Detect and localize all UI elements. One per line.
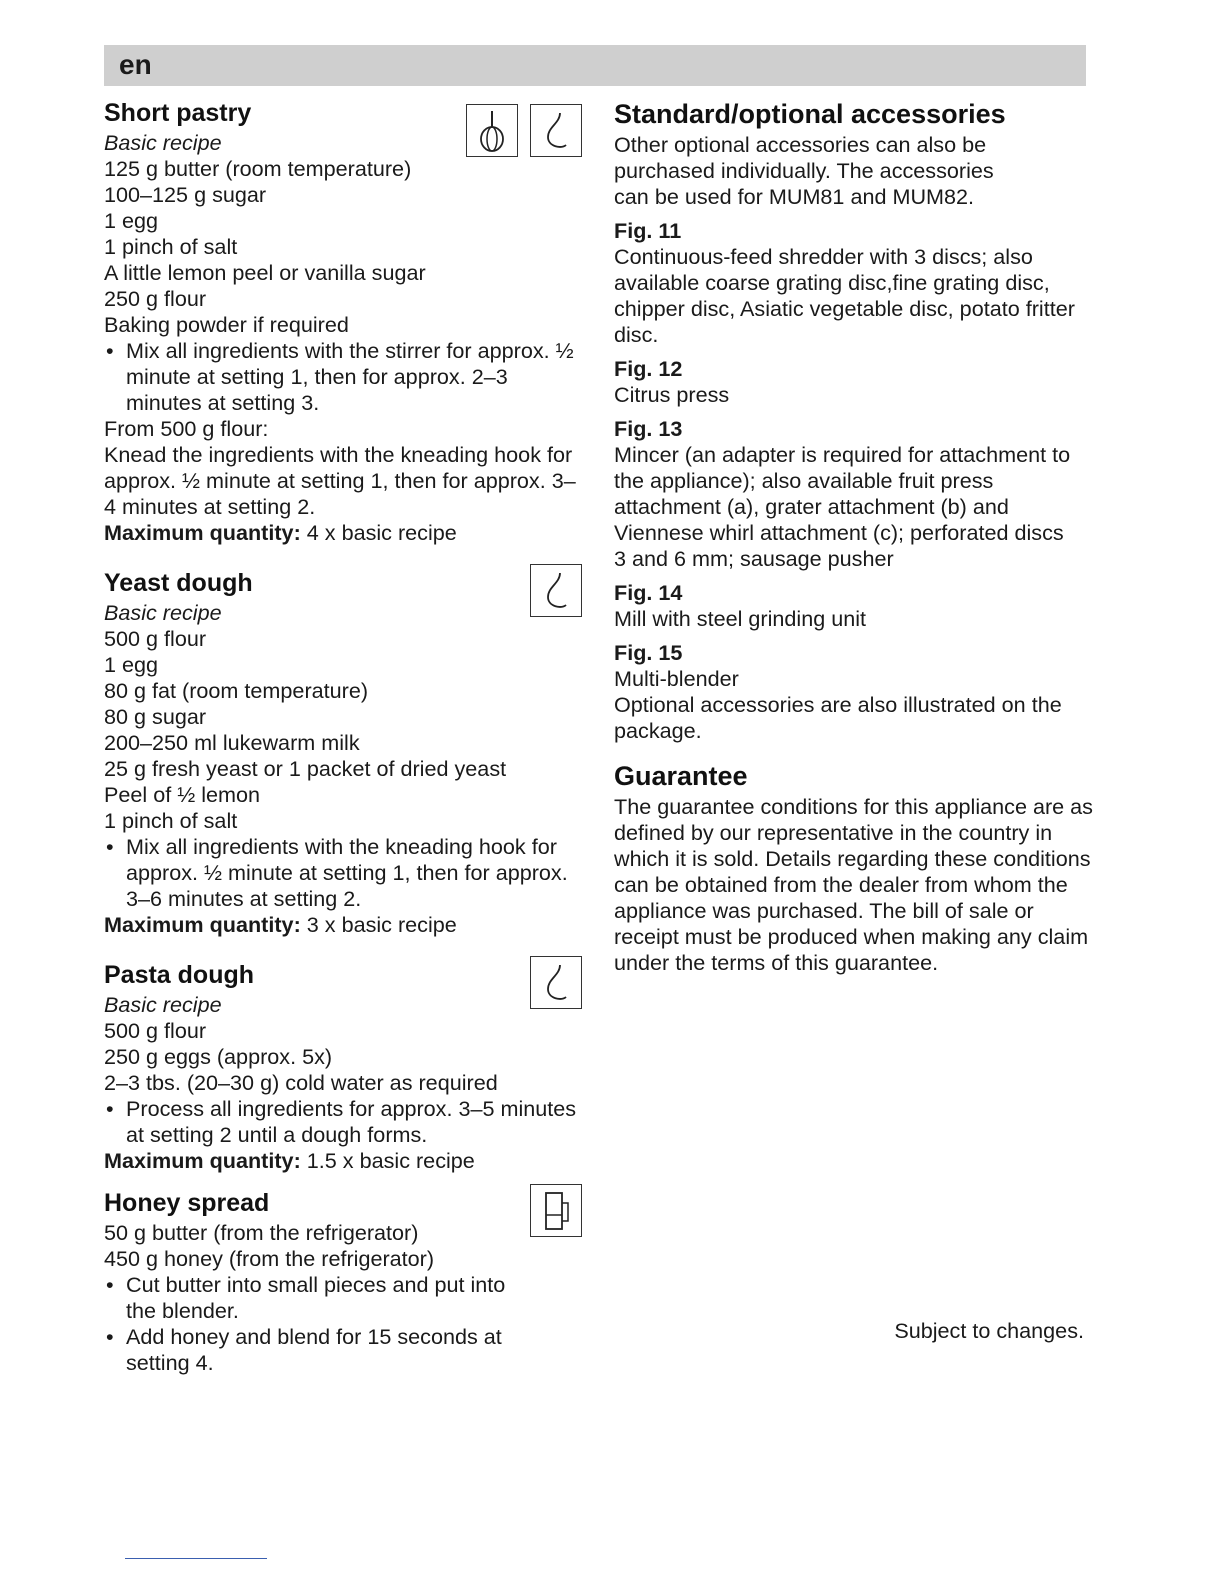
section-guarantee [614,758,1094,976]
section-yeast-dough [104,566,582,938]
section-title: Yeast dough [104,569,253,597]
fig-text: Mincer (an adapter is required for attachment to the appliance); also available fruit press attachment (a), grater attachment (b) and Viennese whirl attachment (c); perforated discs [614,442,1071,545]
fig-label: Fig. 11 [614,218,682,243]
ingredient: 1 pinch of salt [104,234,238,259]
ingredient: 1 egg [104,208,159,233]
extra-heading: From 500 g flour: [104,416,269,441]
fig-label: Fig. 13 [614,416,683,441]
extra-text: Knead the ingredients with the kneading hook for approx. ½ minute at setting 1, then for approx. 3–4 minutes at setting 2. [104,442,576,519]
ingredient: 100–125 g sugar [104,182,267,207]
max-quantity-label: Maximum quantity: [104,520,301,545]
ingredient: 500 g flour [104,1018,207,1043]
blender-icon [530,1184,582,1237]
kneading-hook-icon [530,564,582,617]
guarantee-text: The guarantee conditions for this appliance are as defined by our representative in the country in which it is sold. Details regarding these conditions can be obtained from the dealer from whom the appliance was purchased. The bill of sale or receipt must be produced when making any claim under the terms of this guarantee. [614,794,1093,975]
ingredient: 1 egg [104,652,159,677]
language-bar [104,45,1086,86]
tool-icons [530,956,582,1009]
fig-text: Continuous-feed shredder with 3 discs; also available coarse grating disc,fine grating disc, chipper disc, Asiatic vegetable disc, potato fritter disc. [614,244,1075,347]
ingredient: Peel of ½ lemon [104,782,261,807]
fig-text-continued: 3 and 6 mm; sausage pusher [614,546,894,571]
footer-rule [125,1558,267,1559]
accessories-intro: Other optional accessories can also be purchased individually. The accessories can be used for MUM81 and MUM82. [614,132,994,209]
max-quantity [104,912,582,938]
ingredient: Baking powder if required [104,312,349,337]
subject-to-changes-note: Subject to changes. [894,1318,1084,1343]
language-code: en [119,49,152,80]
ingredient: 1 pinch of salt [104,808,238,833]
subtitle: Basic recipe [104,130,222,155]
instruction-item: • Process all ingredients for approx. 3–5 minutes at setting 2 until a dough forms. [104,1096,582,1148]
max-quantity-value: 3 x basic recipe [300,912,457,937]
ingredient: 80 g fat (room temperature) [104,678,369,703]
section-title: Honey spread [104,1189,270,1217]
section-title: Guarantee [614,761,748,791]
ingredient: 250 g eggs (approx. 5x) [104,1044,333,1069]
max-quantity [104,1148,582,1174]
ingredient: 200–250 ml lukewarm milk [104,730,360,755]
section-accessories [614,96,1094,744]
ingredient: 25 g fresh yeast or 1 packet of dried yeast [104,756,507,781]
fig-text: Multi-blender [614,666,739,691]
instructions [104,338,582,416]
max-quantity-value: 4 x basic recipe [300,520,457,545]
section-honey-spread [104,1186,582,1376]
ingredient: 250 g flour [104,286,207,311]
section-title: Pasta dough [104,961,255,989]
max-quantity-value: 1.5 x basic recipe [300,1148,475,1173]
ingredient: 125 g butter (room temperature) [104,156,412,181]
right-column [614,96,1094,986]
max-quantity-label: Maximum quantity: [104,912,301,937]
fig-label: Fig. 12 [614,356,683,381]
instructions [104,834,582,912]
whisk-icon [466,104,518,157]
fig-label: Fig. 15 [614,640,683,665]
ingredient: 2–3 tbs. (20–30 g) cold water as required [104,1070,498,1095]
section-title: Standard/optional accessories [614,99,1006,129]
fig-text: Mill with steel grinding unit [614,606,867,631]
tool-icons [530,564,582,617]
fig-text: Citrus press [614,382,730,407]
tool-icons [530,1184,582,1237]
instruction-item: • Cut butter into small pieces and put into the blender. [104,1272,524,1324]
instruction-item: • Mix all ingredients with the kneading hook for approx. ½ minute at setting 1, then for approx. 3–6 minutes at setting 2. [104,834,582,912]
ingredient: 80 g sugar [104,704,207,729]
ingredient: A little lemon peel or vanilla sugar [104,260,426,285]
ingredient: 450 g honey (from the refrigerator) [104,1246,435,1271]
section-title: Short pastry [104,99,252,127]
kneading-hook-icon [530,956,582,1009]
max-quantity [104,520,582,546]
instructions [104,1096,582,1148]
subtitle: Basic recipe [104,992,222,1017]
section-short-pastry [104,96,582,546]
instructions [104,1272,524,1376]
section-pasta-dough [104,958,582,1174]
ingredient: 50 g butter (from the refrigerator) [104,1220,419,1245]
kneading-hook-icon [530,104,582,157]
instruction-item: • Mix all ingredients with the stirrer for approx. ½ minute at setting 1, then for approx. 2–3 minutes at setting 3. [104,338,582,416]
subtitle: Basic recipe [104,600,222,625]
tool-icons [466,104,582,157]
left-column [104,96,582,1392]
ingredient: 500 g flour [104,626,207,651]
fig-label: Fig. 14 [614,580,683,605]
fig-text-continued: Optional accessories are also illustrated on the package. [614,692,1062,743]
instruction-item: • Add honey and blend for 15 seconds at setting 4. [104,1324,524,1376]
max-quantity-label: Maximum quantity: [104,1148,301,1173]
